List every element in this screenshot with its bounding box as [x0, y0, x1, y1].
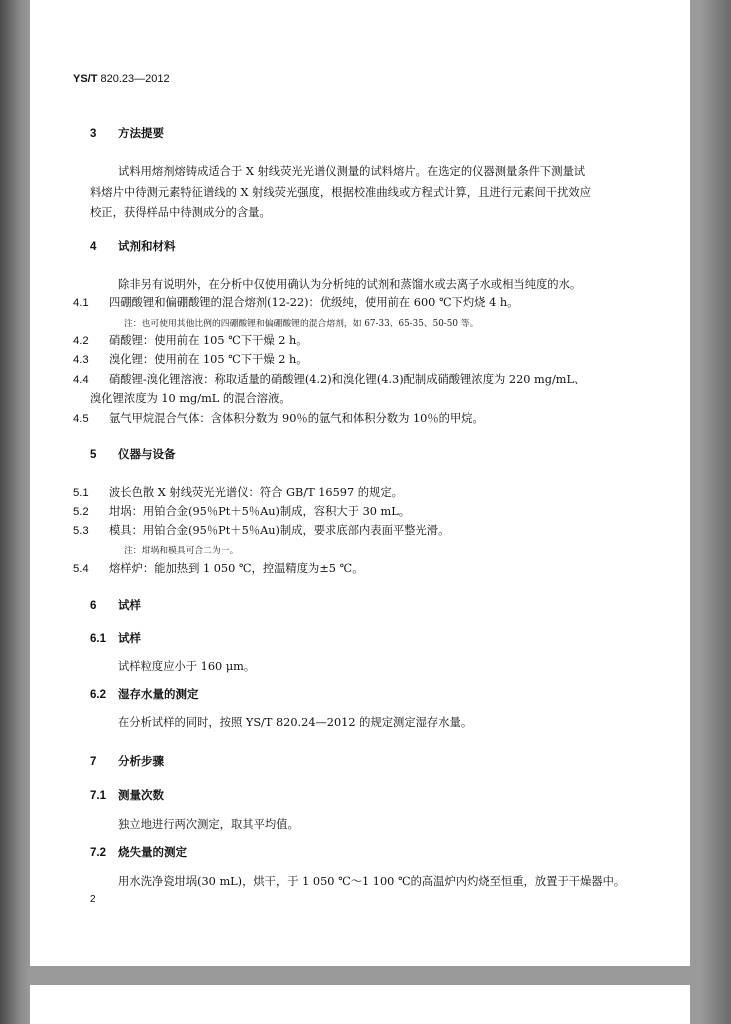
section-3-line-3: 校正，获得样品中待测成分的含量。	[90, 206, 271, 219]
section-7-2-text: 用水洗净瓷坩埚(30 mL)，烘干，于 1 050 ℃～1 100 ℃的高温炉内灼烧至恒重，放置于干燥器中。	[118, 875, 626, 888]
standard-number: 820.23—2012	[100, 73, 170, 85]
section-6-1-text: 试样粒度应小于 160 μm。	[118, 660, 256, 673]
page-number: 2	[90, 894, 96, 905]
section-6-1-heading: 6.1 试样	[90, 631, 141, 645]
item-4-3: 4.3 溴化锂：使用前在 105 ℃下干燥 2 h。	[73, 353, 308, 366]
item-5-3: 5.3 模具：用铂合金(95％Pt＋5％Au)制成，要求底部内表面平整光滑。	[73, 524, 450, 537]
note-5-3: 注：坩埚和模具可合二为一。	[124, 546, 239, 556]
item-4-1: 4.1 四硼酸锂和偏硼酸锂的混合熔剂(12-22)：优级纯，使用前在 600 ℃下灼烧 4 h。	[73, 296, 519, 309]
item-4-5: 4.5 氩气甲烷混合气体：含体积分数为 90％的氩气和体积分数为 10％的甲烷。	[73, 412, 484, 425]
next-page-edge	[30, 985, 690, 1024]
section-7-2-heading: 7.2 烧失量的测定	[90, 845, 187, 859]
note-4-1: 注：也可使用其他比例的四硼酸锂和偏硼酸锂的混合熔剂，如 67-33、65-35、50-50 等。	[124, 319, 479, 329]
section-7-1-heading: 7.1 测量次数	[90, 788, 164, 802]
section-3-heading: 3 方法提要	[90, 126, 164, 140]
item-5-4: 5.4 熔样炉：能加热到 1 050 ℃，控温精度为±5 ℃。	[73, 562, 364, 575]
item-5-1: 5.1 波长色散 X 射线荧光光谱仪：符合 GB/T 16597 的规定。	[73, 486, 403, 499]
section-3-line-2: 料熔片中待测元素特征谱线的 X 射线荧光强度，根据校准曲线或方程式计算，且进行元素间干扰效应	[90, 186, 591, 199]
section-6-2-text: 在分析试样的同时，按照 YS/T 820.24—2012 的规定测定湿存水量。	[118, 716, 473, 729]
item-4-4: 4.4 硝酸锂-溴化锂溶液：称取适量的硝酸锂(4.2)和溴化锂(4.3)配制成硝酸锂浓度为 220 mg/mL、	[73, 373, 586, 386]
section-6-2-heading: 6.2 湿存水量的测定	[90, 687, 199, 701]
item-4-4-continued: 溴化锂浓度为 10 mg/mL 的混合溶液。	[90, 392, 291, 405]
section-7-1-text: 独立地进行两次测定，取其平均值。	[118, 818, 299, 831]
section-4-heading: 4 试剂和材料	[90, 239, 176, 253]
section-4-intro: 除非另有说明外，在分析中仅使用确认为分析纯的试剂和蒸馏水或去离子水或相当纯度的水。	[118, 278, 582, 291]
section-7-heading: 7 分析步骤	[90, 754, 164, 768]
item-5-2: 5.2 坩埚：用铂合金(95％Pt＋5％Au)制成，容积大于 30 mL。	[73, 505, 411, 518]
item-4-2: 4.2 硝酸锂：使用前在 105 ℃下干燥 2 h。	[73, 334, 308, 347]
standard-prefix: YS/T	[73, 73, 98, 85]
section-6-heading: 6 试样	[90, 598, 141, 612]
section-3-line-1: 试料用熔剂熔铸成适合于 X 射线荧光光谱仪测量的试料熔片。在选定的仪器测量条件下测量试	[118, 165, 586, 178]
standard-code	[73, 74, 170, 85]
section-5-heading: 5 仪器与设备	[90, 447, 176, 461]
